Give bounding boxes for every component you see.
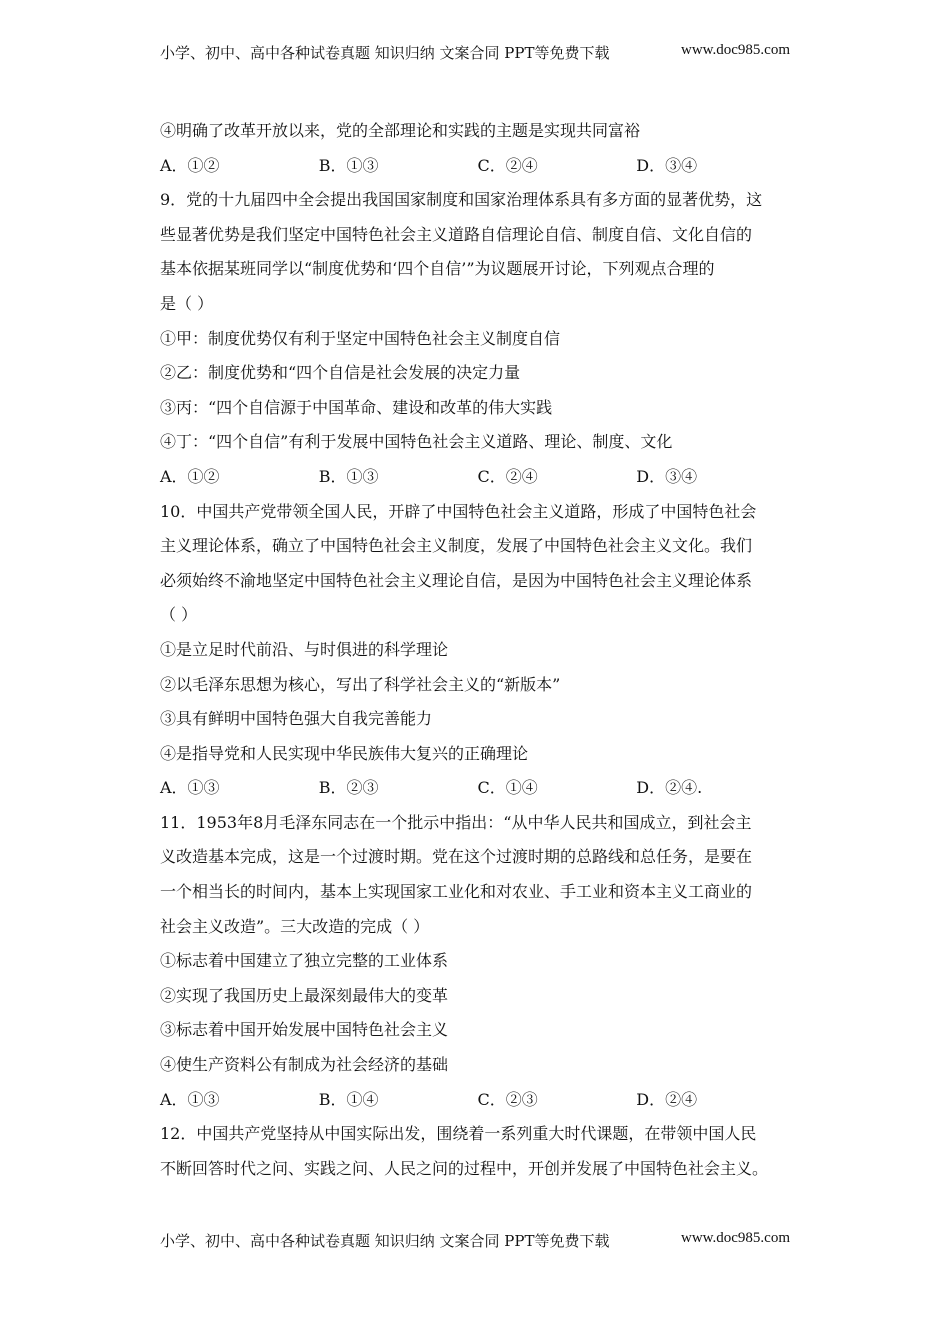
option-d: D．③④: [636, 155, 698, 175]
q10-item: ②以毛泽东思想为核心，写出了科学社会主义的“新版本”: [160, 674, 561, 694]
q9-item: ④丁：“四个自信”有利于发展中国特色社会主义道路、理论、制度、文化: [160, 432, 673, 452]
q10-stem-line: 必须始终不渝地坚定中国特色社会主义理论自信，是因为中国特色社会主义理论体系: [160, 570, 753, 590]
q9-stem-line: 9．党的十九届四中全会提出我国国家制度和国家治理体系具有多方面的显著优势，这: [160, 190, 763, 210]
option-b: B．②③: [318, 778, 379, 798]
option-c: C．②④: [477, 466, 538, 486]
q9-item: ③丙：“四个自信源于中国革命、建设和改革的伟大实践: [160, 397, 553, 417]
q11-stem-line: 义改造基本完成，这是一个过渡时期。党在这个过渡时期的总路线和总任务，是要在: [160, 847, 753, 867]
q11-stem-line: 社会主义改造”。三大改造的完成（ ）: [160, 916, 430, 936]
option-c: C．②③: [477, 1089, 538, 1109]
q8-options: [160, 149, 795, 184]
option-d: D．②④.: [636, 778, 703, 798]
option-a: A．①③: [160, 1089, 220, 1109]
option-a: A．①②: [160, 155, 220, 175]
page-footer: [160, 1230, 790, 1251]
q10-item: ①是立足时代前沿、与时俱进的科学理论: [160, 639, 449, 659]
option-c: C．②④: [477, 155, 538, 175]
q11-stem-line: 一个相当长的时间内，基本上实现国家工业化和对农业、手工业和资本主义工商业的: [160, 882, 753, 902]
footer-text: 小学、初中、高中各种试卷真题 知识归纳 文案合同 PPT等免费下载: [160, 1232, 610, 1250]
q10-stem-line: 主义理论体系，确立了中国特色社会主义制度，发展了中国特色社会主义文化。我们: [160, 536, 753, 556]
q9-options: [160, 460, 795, 495]
option-d: D．②④: [636, 1089, 698, 1109]
q9-item: ①甲：制度优势仅有利于坚定中国特色社会主义制度自信: [160, 328, 561, 348]
option-a: A．①③: [160, 778, 220, 798]
q11-item: ③标志着中国开始发展中国特色社会主义: [160, 1020, 449, 1040]
q11-stem-line: 11．1953年8月毛泽东同志在一个批示中指出：“从中华人民共和国成立，到社会主: [160, 812, 752, 832]
header-text: 小学、初中、高中各种试卷真题 知识归纳 文案合同 PPT等免费下载: [160, 44, 610, 62]
option-c: C．①④: [477, 778, 538, 798]
q9-item: ②乙：制度优势和“四个自信是社会发展的决定力量: [160, 363, 521, 383]
q11-item: ④使生产资料公有制成为社会经济的基础: [160, 1055, 449, 1075]
option-b: B．①③: [318, 155, 379, 175]
option-b: B．①③: [318, 466, 379, 486]
q10-item: ③具有鲜明中国特色强大自我完善能力: [160, 709, 433, 729]
q12-stem-line: 不断回答时代之问、实践之问、人民之问的过程中，开创并发展了中国特色社会主义。: [160, 1158, 769, 1178]
option-a: A．①②: [160, 466, 220, 486]
q8-item-4: ④明确了改革开放以来，党的全部理论和实践的主题是实现共同富裕: [160, 121, 641, 140]
q10-stem-line: 10．中国共产党带领全国人民，开辟了中国特色社会主义道路，形成了中国特色社会: [160, 501, 757, 521]
q11-options: [160, 1083, 795, 1118]
q10-options: [160, 771, 795, 806]
q9-stem-line: 是（ ）: [160, 293, 214, 313]
q10-item: ④是指导党和人民实现中华民族伟大复兴的正确理论: [160, 743, 529, 763]
q11-item: ②实现了我国历史上最深刻最伟大的变革: [160, 985, 449, 1005]
page-header: [160, 42, 790, 63]
footer-site[interactable]: www.doc985.com: [680, 1230, 790, 1246]
q11-item: ①标志着中国建立了独立完整的工业体系: [160, 951, 449, 971]
q9-stem-line: 基本依据某班同学以“制度优势和‘四个自信’”为议题展开讨论，下列观点合理的: [160, 259, 715, 279]
exam-content: [160, 114, 795, 1186]
q10-stem-line: （ ）: [160, 605, 198, 625]
header-site[interactable]: www.doc985.com: [680, 42, 790, 58]
option-b: B．①④: [318, 1089, 379, 1109]
q12-stem-line: 12．中国共产党坚持从中国实际出发，围绕着一系列重大时代课题，在带领中国人民: [160, 1124, 757, 1144]
q9-stem-line: 些显著优势是我们坚定中国特色社会主义道路自信理论自信、制度自信、文化自信的: [160, 224, 753, 244]
option-d: D．③④: [636, 466, 698, 486]
